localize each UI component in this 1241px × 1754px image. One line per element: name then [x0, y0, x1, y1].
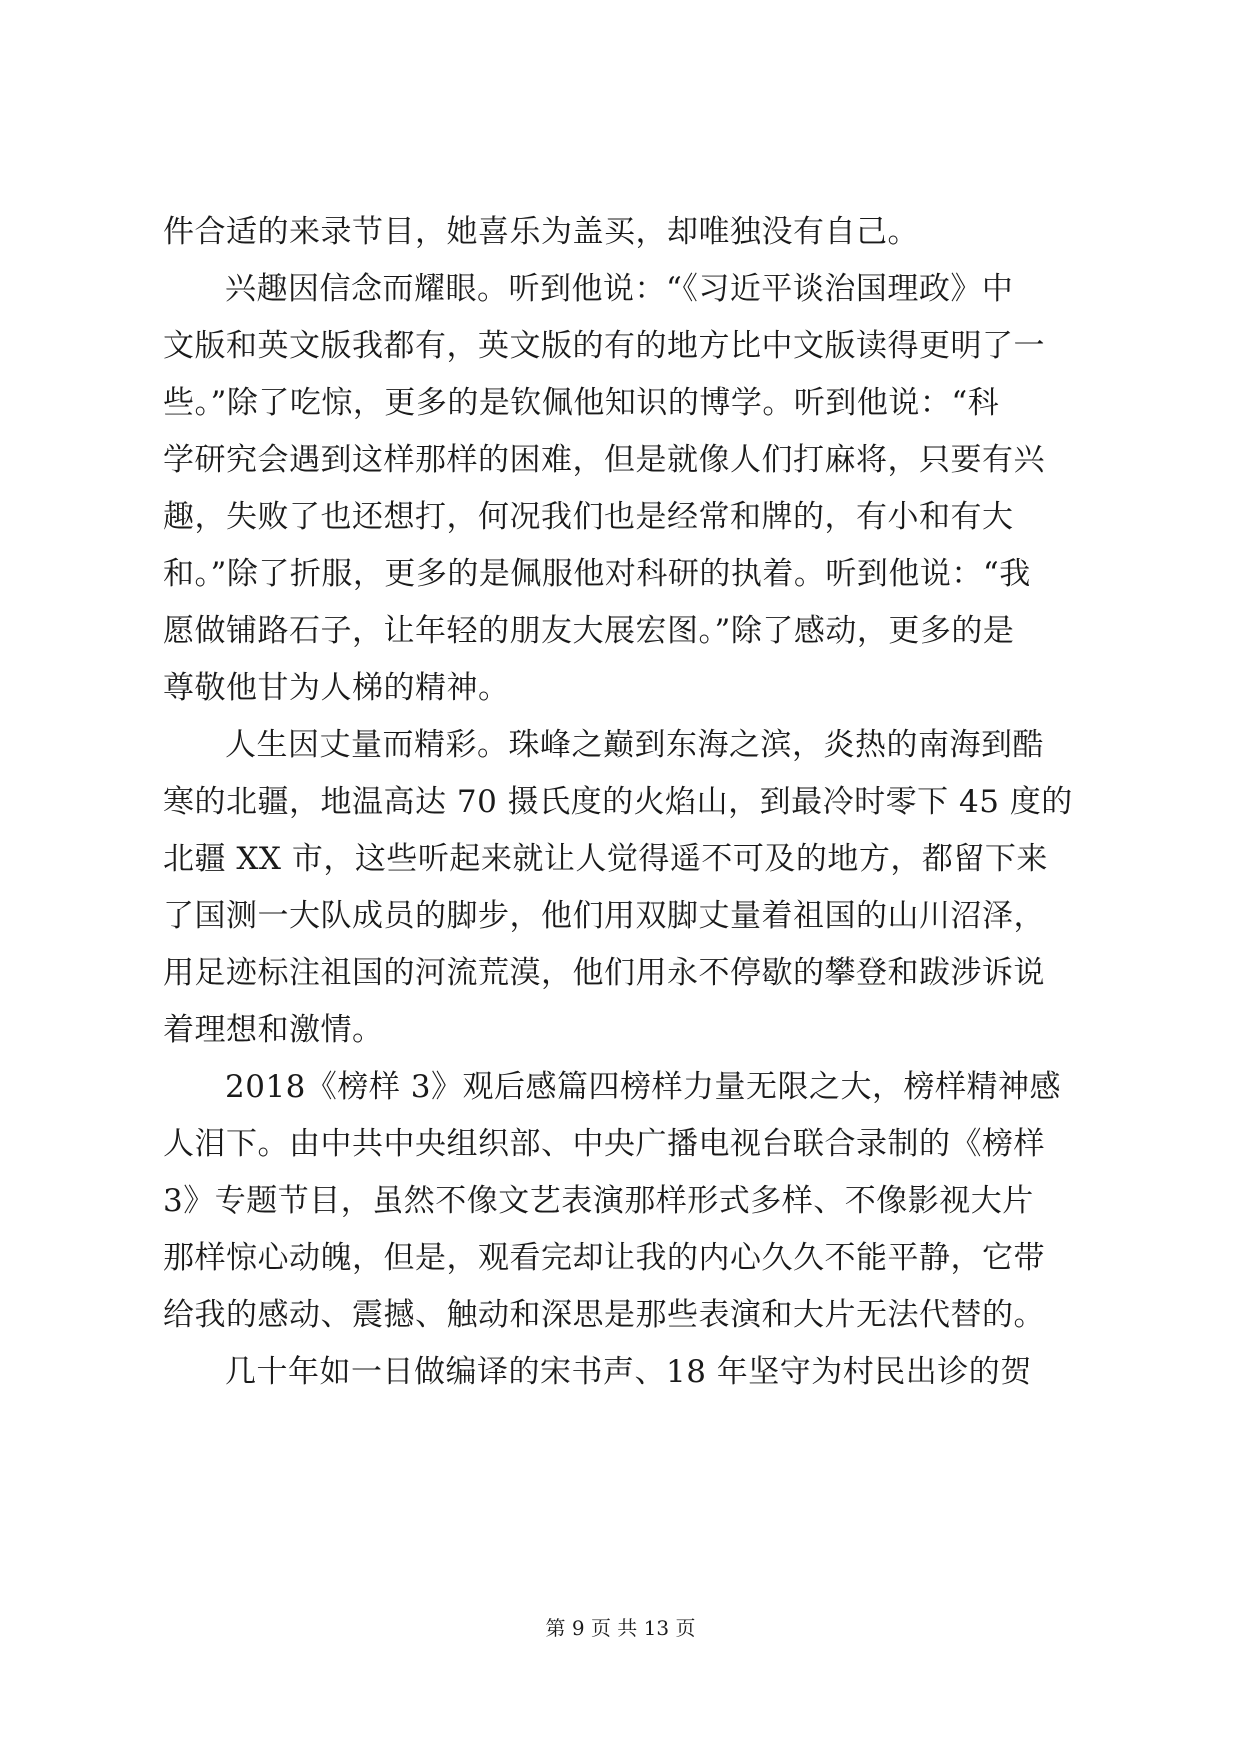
text-line: 用足迹标注祖国的河流荒漠，他们用永不停歇的攀登和跋涉诉说 — [163, 955, 1045, 991]
text-line: 给我的感动、震撼、触动和深思是那些表演和大片无法代替的。 — [163, 1297, 1045, 1333]
text-line: 趣，失败了也还想打，何况我们也是经常和牌的，有小和有大 — [163, 499, 1014, 535]
text-line: 件合适的来录节目，她喜乐为盖买，却唯独没有自己。 — [163, 214, 919, 250]
text-line: 人泪下。由中共中央组织部、中央广播电视台联合录制的《榜样 — [163, 1126, 1045, 1162]
paragraph-start-line: 人生因丈量而精彩。珠峰之巅到东海之滨，炎热的南海到酷 — [225, 727, 1044, 763]
page-number-label: 第 9 页 共 13 页 — [545, 1616, 696, 1640]
paragraph-start-line: 几十年如一日做编译的宋书声、18 年坚守为村民出诊的贺 — [225, 1354, 1032, 1390]
text-line: 尊敬他甘为人梯的精神。 — [163, 670, 510, 706]
paragraph-start-line: 2018《榜样 3》观后感篇四榜样力量无限之大，榜样精神感 — [225, 1069, 1061, 1105]
text-line: 学研究会遇到这样那样的困难，但是就像人们打麻将，只要有兴 — [163, 442, 1045, 478]
text-line: 文版和英文版我都有，英文版的有的地方比中文版读得更明了一 — [163, 328, 1045, 364]
page-footer — [0, 1614, 1241, 1642]
text-line: 着理想和激情。 — [163, 1012, 384, 1048]
paragraph-start-line: 兴趣因信念而耀眼。听到他说：“《习近平谈治国理政》中 — [225, 271, 1014, 307]
text-line: 寒的北疆，地温高达 70 摄氏度的火焰山，到最冷时零下 45 度的 — [163, 784, 1073, 820]
text-line: 和。”除了折服，更多的是佩服他对科研的执着。听到他说：“我 — [163, 556, 1031, 592]
text-line: 3》专题节目，虽然不像文艺表演那样形式多样、不像影视大片 — [163, 1183, 1034, 1219]
text-line: 了国测一大队成员的脚步，他们用双脚丈量着祖国的山川沼泽， — [163, 898, 1045, 934]
text-line: 些。”除了吃惊，更多的是钦佩他知识的博学。听到他说：“科 — [163, 385, 1000, 421]
text-line: 愿做铺路石子，让年轻的朋友大展宏图。”除了感动，更多的是 — [163, 613, 1015, 649]
text-line: 那样惊心动魄，但是，观看完却让我的内心久久不能平静，它带 — [163, 1240, 1045, 1276]
text-line: 北疆 XX 市，这些听起来就让人觉得遥不可及的地方，都留下来 — [163, 841, 1048, 877]
